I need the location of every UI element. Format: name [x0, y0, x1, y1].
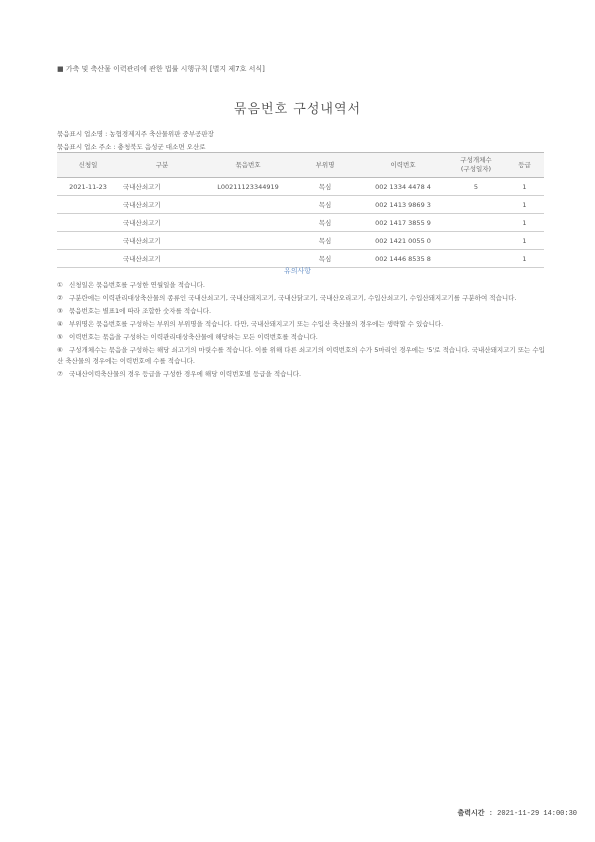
- cell-part-name: 목심: [318, 255, 332, 263]
- cell-division: 국내산쇠고기: [123, 201, 161, 209]
- cell-part-name: 목심: [318, 201, 332, 209]
- table-header-row: [57, 152, 544, 178]
- cell-date: [57, 214, 119, 231]
- header-division: 구분: [155, 160, 169, 169]
- print-time-label: 출력시간: [457, 809, 485, 817]
- table-row: [57, 214, 544, 232]
- cell-unit-count: 5: [473, 182, 479, 191]
- cell-part-name: 목심: [318, 219, 332, 227]
- cell-part-name: 목심: [318, 237, 332, 245]
- note-text: 국내산이력축산물의 경우 등급을 구성한 경우에 해당 이력번호별 등급을 적습니다.: [69, 370, 302, 378]
- cell-unit-count: [447, 214, 505, 231]
- cell-unit-count: [447, 196, 505, 213]
- notes-heading: 유의사항: [283, 267, 312, 275]
- cell-date: [57, 250, 119, 267]
- note-number: ②: [57, 294, 63, 302]
- note-item: [57, 306, 547, 317]
- header-unit-count: 구성개체수 (구성일자): [460, 156, 492, 173]
- note-number: ①: [57, 281, 63, 289]
- note-number: ④: [57, 320, 63, 328]
- form-reference-note: ■ 가축 및 축산물 이력관리에 관한 법률 시행규칙 [별지 제7호 서식]: [57, 65, 265, 73]
- header-grade: 등급: [518, 160, 531, 169]
- cell-bundle-number: [205, 232, 291, 249]
- cell-bundle-number: [205, 196, 291, 213]
- cell-bundle-number: [205, 214, 291, 231]
- note-text: 구성개체수는 묶음을 구성하는 해당 쇠고기의 마릿수를 적습니다. 이를 위해 다른 쇠고기의 이력번호의 수가 5마리인 경우에는 '5'로 적습니다. 국내산돼지고기 또는 수입산 축산물의 경우에는 이력번호에 수를 적습니다.: [57, 346, 545, 365]
- header-trace-number: 이력번호: [390, 160, 416, 169]
- cell-date: [57, 232, 119, 249]
- cell-date: 2021-11-23: [69, 182, 107, 191]
- cell-trace-number: 002 1421 0055 0: [375, 236, 431, 245]
- table-row: [57, 178, 544, 196]
- note-text: 묶음번호는 별표1에 따라 조합한 숫자를 적습니다.: [69, 307, 212, 315]
- issuer-name: 묶음표시 업소명 : 농협경제지주 축산물위판 중부공판장: [57, 130, 214, 138]
- note-item: [57, 319, 547, 330]
- cell-division: 국내산쇠고기: [123, 183, 161, 191]
- table-body: [57, 178, 544, 268]
- document-title: 묶음번호 구성내역서: [233, 102, 362, 117]
- note-text: 신청일은 묶음번호를 구성한 연월일을 적습니다.: [69, 281, 205, 289]
- cell-unit-count: [447, 232, 505, 249]
- note-item: [57, 345, 547, 367]
- cell-grade: 1: [522, 218, 527, 227]
- note-number: ⑦: [57, 370, 63, 378]
- note-text: 구분란에는 이력관리대상축산물의 종류인 국내산쇠고기, 국내산돼지고기, 국내산닭고기, 국내산오리고기, 수입산쇠고기, 수입산돼지고기를 구분하여 적습니다.: [69, 294, 517, 302]
- cell-date: [57, 196, 119, 213]
- note-number: ③: [57, 307, 63, 315]
- note-item: [57, 369, 547, 380]
- table-row: [57, 196, 544, 214]
- cell-grade: 1: [522, 200, 527, 209]
- notes-list: [57, 280, 547, 382]
- cell-grade: 1: [522, 236, 527, 245]
- print-time-separator: :: [484, 810, 498, 818]
- cell-division: 국내산쇠고기: [123, 237, 161, 245]
- print-timestamp: [458, 808, 578, 818]
- cell-grade: 1: [522, 254, 527, 263]
- note-number: ⑤: [57, 333, 63, 341]
- print-time-value: 2021-11-29 14:00:30: [497, 810, 577, 818]
- cell-bundle-number: [205, 250, 291, 267]
- cell-trace-number: 002 1446 8535 8: [375, 254, 431, 263]
- header-bundle-number: 묶음번호: [235, 160, 261, 169]
- cell-trace-number: 002 1334 4478 4: [375, 182, 431, 191]
- note-item: [57, 293, 547, 304]
- bundle-composition-table: [57, 152, 544, 268]
- note-text: 부위명은 묶음번호를 구성하는 부위의 부위명을 적습니다. 다만, 국내산돼지고기 또는 수입산 축산물의 경우에는 생략할 수 있습니다.: [69, 320, 444, 328]
- cell-bundle-number: L00211123344919: [217, 182, 279, 191]
- note-text: 이력번호는 묶음을 구성하는 이력관리대상축산물에 해당하는 모든 이력번호를 적습니다.: [69, 333, 318, 341]
- cell-trace-number: 002 1413 9869 3: [375, 200, 431, 209]
- cell-division: 국내산쇠고기: [123, 255, 161, 263]
- cell-trace-number: 002 1417 3855 9: [375, 218, 431, 227]
- cell-grade: 1: [522, 182, 527, 191]
- cell-division: 국내산쇠고기: [123, 219, 161, 227]
- issuer-address: 묶음표시 업소 주소 : 충청북도 음성군 대소면 오산로: [57, 143, 206, 151]
- header-date: 신청일: [78, 160, 98, 169]
- cell-part-name: 목심: [318, 183, 332, 191]
- note-item: [57, 332, 547, 343]
- header-part-name: 부위명: [315, 160, 335, 169]
- cell-unit-count: [447, 250, 505, 267]
- note-item: [57, 280, 547, 291]
- note-number: ⑥: [57, 346, 63, 354]
- table-row: [57, 232, 544, 250]
